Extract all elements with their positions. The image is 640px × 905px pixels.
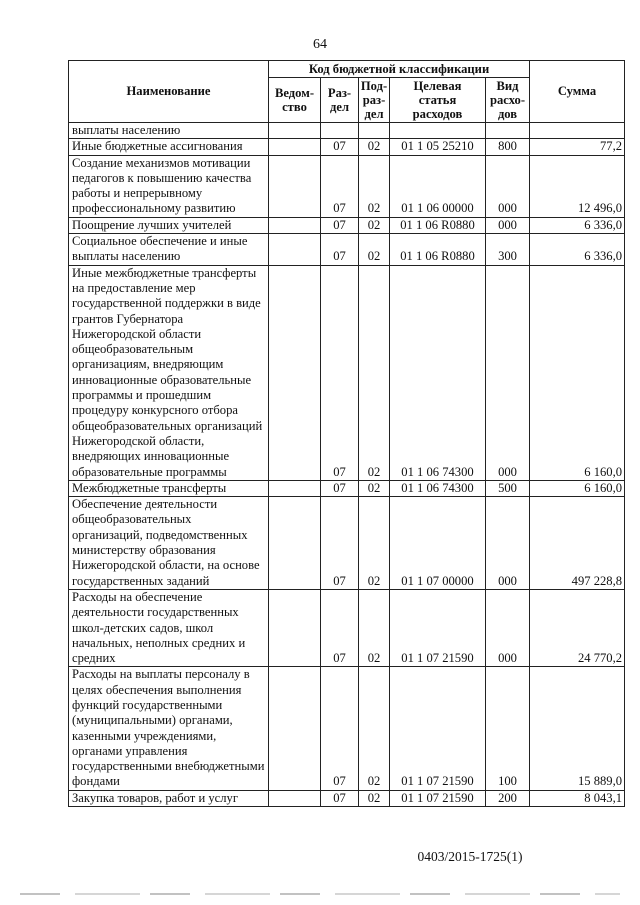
cell-vid: 000 <box>486 497 530 590</box>
cell-name: Закупка товаров, работ и услуг <box>69 790 269 806</box>
cell-vedom <box>269 139 321 155</box>
cell-podrazdel: 02 <box>359 139 390 155</box>
header-celevaya-text: Целевая статья расходов <box>412 79 463 121</box>
cell-summa: 6 336,0 <box>530 234 625 266</box>
table-row <box>69 139 625 155</box>
scan-edge-line <box>20 893 620 895</box>
cell-vedom <box>269 497 321 590</box>
cell-vid: 200 <box>486 790 530 806</box>
cell-vedom <box>269 123 321 139</box>
cell-vedom <box>269 589 321 666</box>
cell-razdel: 07 <box>321 265 359 480</box>
cell-name: Обеспечение деятельности общеобразовательных организаций, подведомственных министерству образования Нижегородской области, на основе государственных заданий <box>69 497 269 590</box>
cell-summa: 8 043,1 <box>530 790 625 806</box>
cell-vedom <box>269 667 321 790</box>
document-code: 0403/2015-1725(1) <box>417 849 523 864</box>
cell-razdel: 07 <box>321 234 359 266</box>
table-row <box>69 667 625 790</box>
header-name: Наименование <box>69 61 269 123</box>
table-row <box>69 589 625 666</box>
cell-name: Расходы на выплаты персоналу в целях обеспечения выполнения функций государственными (муниципальными) органами, казенными учреждениями, органами управления государственными внебюджетными фондами <box>69 667 269 790</box>
table-row <box>69 497 625 590</box>
header-classification-group: Код бюджетной классификации <box>269 61 530 78</box>
cell-razdel: 07 <box>321 139 359 155</box>
table-row <box>69 123 625 139</box>
cell-name: Межбюджетные трансферты <box>69 480 269 496</box>
cell-summa: 6 160,0 <box>530 480 625 496</box>
header-razdel <box>321 78 359 123</box>
cell-podrazdel: 02 <box>359 667 390 790</box>
cell-vid: 800 <box>486 139 530 155</box>
cell-vid: 000 <box>486 265 530 480</box>
header-vid <box>486 78 530 123</box>
cell-vid: 500 <box>486 480 530 496</box>
cell-vedom <box>269 217 321 233</box>
cell-name: Расходы на обеспечение деятельности государственных школ-детских садов, школ начальных, неполных средних и средних <box>69 589 269 666</box>
cell-summa: 24 770,2 <box>530 589 625 666</box>
table-row <box>69 217 625 233</box>
table-body <box>69 123 625 807</box>
cell-podrazdel: 02 <box>359 234 390 266</box>
cell-celevaya: 01 1 07 00000 <box>390 497 486 590</box>
cell-name: Создание механизмов мотивации педагогов к повышению качества работы и непрерывному профессиональному развитию <box>69 155 269 217</box>
cell-celevaya <box>390 123 486 139</box>
cell-vid: 100 <box>486 667 530 790</box>
cell-podrazdel: 02 <box>359 155 390 217</box>
cell-vedom <box>269 480 321 496</box>
cell-summa: 15 889,0 <box>530 667 625 790</box>
header-vid-text: Вид расхо- дов <box>489 79 526 121</box>
header-vedom-text: Ведом- ство <box>274 86 315 114</box>
cell-name: Иные бюджетные ассигнования <box>69 139 269 155</box>
table-row <box>69 790 625 806</box>
header-summa: Сумма <box>530 61 625 123</box>
cell-razdel: 07 <box>321 667 359 790</box>
cell-razdel: 07 <box>321 480 359 496</box>
cell-podrazdel: 02 <box>359 265 390 480</box>
cell-celevaya: 01 1 06 74300 <box>390 265 486 480</box>
cell-podrazdel: 02 <box>359 589 390 666</box>
cell-summa <box>530 123 625 139</box>
header-vedom <box>269 78 321 123</box>
cell-celevaya: 01 1 06 74300 <box>390 480 486 496</box>
table-row <box>69 155 625 217</box>
cell-podrazdel <box>359 123 390 139</box>
cell-summa: 77,2 <box>530 139 625 155</box>
cell-vid: 300 <box>486 234 530 266</box>
cell-name: Иные межбюджетные трансферты на предоставление мер государственной поддержки в виде грантов Губернатора Нижегородской области общеобразовательным организациям, внедряющим инновационные образовательные программы и прошедшим процедуру конкурсного отбора общеобразовательных организаций Нижегородской области, внедряющих инновационные образовательные программы <box>69 265 269 480</box>
budget-table <box>68 60 625 807</box>
header-celevaya <box>390 78 486 123</box>
cell-vid: 000 <box>486 155 530 217</box>
cell-name: Поощрение лучших учителей <box>69 217 269 233</box>
cell-vedom <box>269 155 321 217</box>
cell-celevaya: 01 1 06 R0880 <box>390 234 486 266</box>
header-podrazdel <box>359 78 390 123</box>
cell-celevaya: 01 1 05 25210 <box>390 139 486 155</box>
cell-celevaya: 01 1 07 21590 <box>390 589 486 666</box>
cell-name: выплаты населению <box>69 123 269 139</box>
cell-razdel: 07 <box>321 589 359 666</box>
cell-vid <box>486 123 530 139</box>
header-razdel-text: Раз- дел <box>327 86 352 114</box>
cell-podrazdel: 02 <box>359 480 390 496</box>
cell-razdel: 07 <box>321 155 359 217</box>
cell-summa: 497 228,8 <box>530 497 625 590</box>
cell-name: Социальное обеспечение и иные выплаты населению <box>69 234 269 266</box>
cell-podrazdel: 02 <box>359 217 390 233</box>
cell-podrazdel: 02 <box>359 790 390 806</box>
cell-celevaya: 01 1 06 R0880 <box>390 217 486 233</box>
table-row <box>69 265 625 480</box>
cell-podrazdel: 02 <box>359 497 390 590</box>
cell-vedom <box>269 790 321 806</box>
cell-summa: 6 160,0 <box>530 265 625 480</box>
cell-vedom <box>269 265 321 480</box>
cell-celevaya: 01 1 06 00000 <box>390 155 486 217</box>
table-row <box>69 480 625 496</box>
cell-celevaya: 01 1 07 21590 <box>390 667 486 790</box>
cell-razdel: 07 <box>321 217 359 233</box>
cell-celevaya: 01 1 07 21590 <box>390 790 486 806</box>
header-podrazdel-text: Под- раз- дел <box>360 79 388 121</box>
cell-vedom <box>269 234 321 266</box>
cell-vid: 000 <box>486 589 530 666</box>
cell-summa: 12 496,0 <box>530 155 625 217</box>
cell-summa: 6 336,0 <box>530 217 625 233</box>
page-number: 64 <box>313 37 327 52</box>
cell-razdel: 07 <box>321 497 359 590</box>
cell-razdel <box>321 123 359 139</box>
cell-razdel: 07 <box>321 790 359 806</box>
table-row <box>69 234 625 266</box>
cell-vid: 000 <box>486 217 530 233</box>
